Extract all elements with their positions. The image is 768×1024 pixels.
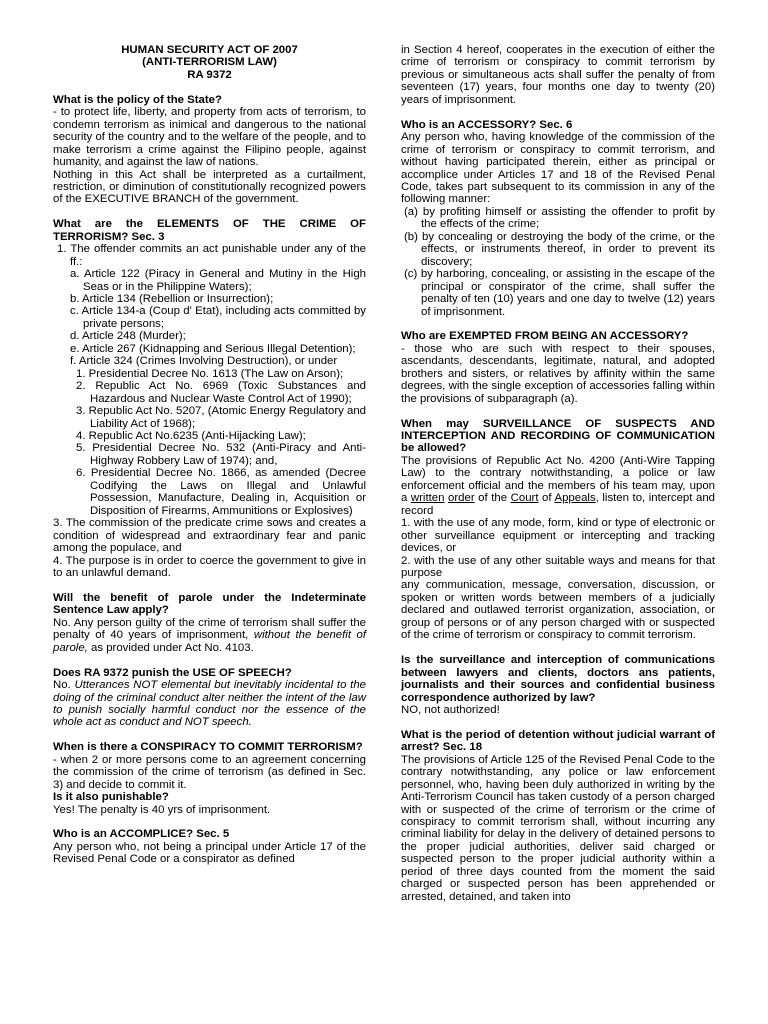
element-subitem: a. Article 122 (Piracy in General and Mutiny in the High Seas or in the Philippine Waters); (70, 268, 366, 293)
answer-parole: No. Any person guilty of the crime of terrorism shall suffer the penalty of 40 years of imprisonment, without the benefit of parole, as provided under Act No. 4103. (53, 616, 366, 654)
title-line-1: HUMAN SECURITY ACT OF 2007 (121, 44, 298, 56)
accessory-item: (c) by harboring, concealing, or assisting in the escape of the principal or conspirator of the crime, shall suffer the penalty of ten (10) years and one day to twelve (12) years of imprisonment. (404, 268, 715, 318)
question-exempted: Who are EXEMPTED FROM BEING AN ACCESSORY? (401, 330, 689, 343)
question-detention: What is the period of detention without judicial warrant of arrest? Sec. 18 (401, 728, 715, 754)
title-line-2: (ANTI-TERRORISM LAW) (142, 56, 277, 69)
document-title (53, 44, 366, 81)
answer-punishable: Yes! The penalty is 40 yrs of imprisonment. (53, 803, 271, 816)
element-subitem: d. Article 248 (Murder); (70, 330, 186, 343)
answer-accomplice: Any person who, not being a principal under Article 17 of the Revised Penal Code or a conspirator as defined (53, 840, 366, 866)
answer-policy-note: Nothing in this Act shall be interpreted as a curtailment, restriction, or diminution of constitutionally recognized powers of the EXECUTIVE BRANCH of the government. (53, 168, 366, 206)
question-surveillance: When may SURVEILLANCE OF SUSPECTS AND INTERCEPTION AND RECORDING OF COMMUNICATION be allowed? (401, 417, 715, 455)
answer-speech: No. Utterances NOT elemental but inevitably incidental to the doing of the criminal conduct alter neither the intent of the law to punish socially harmful conduct nor the essence of the whole act as conduct and NOT speech. (53, 679, 367, 729)
element-subsubitem: 3. Republic Act No. 5207, (Atomic Energy Regulatory and Liability Act of 1968); (76, 405, 366, 430)
answer-accessory: Any person who, having knowledge of the commission of the crime of terrorism or conspiracy to commit terrorism, and without having participated therein, either as principal or accomplice under Articles 17 and 18 of the Revised Penal Code, takes part subsequent to its commission in any of the following manner: (401, 131, 715, 206)
accessory-item: (b) by concealing or destroying the body of the crime, or the effects, or instruments thereof, in order to prevent its discovery; (404, 230, 715, 268)
question-elements: What are the ELEMENTS OF THE CRIME OF TERRORISM? Sec. 3 (53, 218, 366, 243)
element-subitem: b. Article 134 (Rebellion or Insurrection); (70, 293, 274, 306)
title-line-3: RA 9372 (187, 68, 232, 81)
element-subitem: c. Article 134-a (Coup d' Etat), including acts committed by private persons; (70, 305, 366, 330)
element-item: 3. The commission of the predicate crime sows and creates a condition of widespread and extraordinary fear and panic among the populace, and (53, 517, 366, 555)
element-item: 4. The purpose is in order to coerce the government to give in to an unlawful demand. (53, 554, 366, 579)
question-conspiracy: When is there a CONSPIRACY TO COMMIT TERRORISM? (53, 741, 363, 754)
answer-surveillance-scope: any communication, message, conversation, discussion, or spoken or written words between members of a judicially declared and outlawed terrorist organization, association, or group of persons or of any person charged with or suspected of the crime of terrorism or conspiracy to commit terrorism. (401, 579, 715, 642)
element-item: 1. The offender commits an act punishable under any of the ff.: (57, 243, 366, 268)
element-subsubitem: 1. Presidential Decree No. 1613 (The Law on Arson); (76, 367, 344, 380)
question-parole: Will the benefit of parole under the Indeterminate Sentence Law apply? (53, 591, 366, 617)
question-accessory: Who is an ACCESSORY? Sec. 6 (401, 118, 573, 131)
question-accomplice: Who is an ACCOMPLICE? Sec. 5 (53, 828, 230, 841)
answer-surveillance: The provisions of Republic Act No. 4200 (Anti-Wire Tapping Law) to the contrary notwithstanding, a police or law enforcement official and the members of his team may, upon a written order of the Court of Appeals, listen to, intercept and record (401, 454, 715, 517)
answer-conspiracy: - when 2 or more persons come to an agreement concerning the commission of the crime of terrorism (as defined in Sec. 3) and decide to commit it. (53, 753, 366, 791)
element-subitem: e. Article 267 (Kidnapping and Serious Illegal Detention); (70, 342, 356, 355)
left-column (53, 44, 366, 866)
element-subsubitem: 2. Republic Act No. 6969 (Toxic Substances and Hazardous and Nuclear Waste Control Act of 1990); (76, 380, 366, 405)
question-policy: What is the policy of the State? (53, 93, 222, 106)
accessory-item: (a) by profiting himself or assisting the offender to profit by the effects of the crime; (404, 205, 715, 231)
surveillance-item: 1. with the use of any mode, form, kind or type of electronic or other surveillance equipment or intercepting and tracking devices, or (401, 517, 715, 555)
answer-detention: The provisions of Article 125 of the Revised Penal Code to the contrary notwithstanding, any police or law enforcement personnel, who, having been duly authorized in writing by the Anti-Terrorism Council has taken custody of a person charged with or suspected of the crime of terrorism or the crime of conspiracy to commit terrorism shall, without incurring any criminal liability for delay in the delivery of detained persons to the proper judicial authorities, deliver said charged or suspected person to the proper judicial authority within a period of three days counted from the moment the said charged or suspected person has been apprehended or arrested, detained, and taken into (401, 753, 715, 903)
answer-policy: - to protect life, liberty, and property from acts of terrorism, to condemn terrorism as inimical and dangerous to the national security of the country and to the welfare of the people, and to make terrorism a crime against the Filipino people, against humanity, and against the law of nations. (53, 106, 366, 169)
surveillance-item: 2. with the use of any other suitable ways and means for that purpose (401, 554, 715, 579)
right-column (401, 44, 715, 903)
question-punishable: Is it also punishable? (53, 791, 169, 804)
element-subsubitem: 4. Republic Act No.6235 (Anti-Hijacking Law); (76, 430, 306, 443)
element-subitem: f. Article 324 (Crimes Involving Destruction), or under (70, 355, 338, 368)
question-lawyers: Is the surveillance and interception of communications between lawyers and clients, doctors ans patients, journalists and their sources and confidential business correspondence authorized by law? (401, 654, 715, 704)
element-subsubitem: 6. Presidential Decree No. 1866, as amended (Decree Codifying the Laws on Illegal and Unlawful Possession, Manufacture, Dealing in, Acquisition or Disposition of Firearms, Ammunitions or Explosives) (76, 467, 366, 517)
answer-accomplice-continued: in Section 4 hereof, cooperates in the execution of either the crime of terrorism or conspiracy to commit terrorism by previous or simultaneous acts shall suffer the penalty of from seventeen (17) years, four months one day to twenty (20) years of imprisonment. (401, 44, 715, 106)
answer-exempted: - those who are such with respect to their spouses, ascendants, descendants, legitimate, natural, and adopted brothers and sisters, or relatives by affinity within the same degrees, with the single exception of accessories falling within the provisions of subparagraph (a). (401, 342, 715, 405)
question-speech: Does RA 9372 punish the USE OF SPEECH? (53, 666, 292, 679)
element-subsubitem: 5. Presidential Decree No. 532 (Anti-Piracy and Anti- Highway Robbery Law of 1974); and, (76, 442, 366, 467)
answer-lawyers: NO, not authorized! (401, 703, 500, 716)
